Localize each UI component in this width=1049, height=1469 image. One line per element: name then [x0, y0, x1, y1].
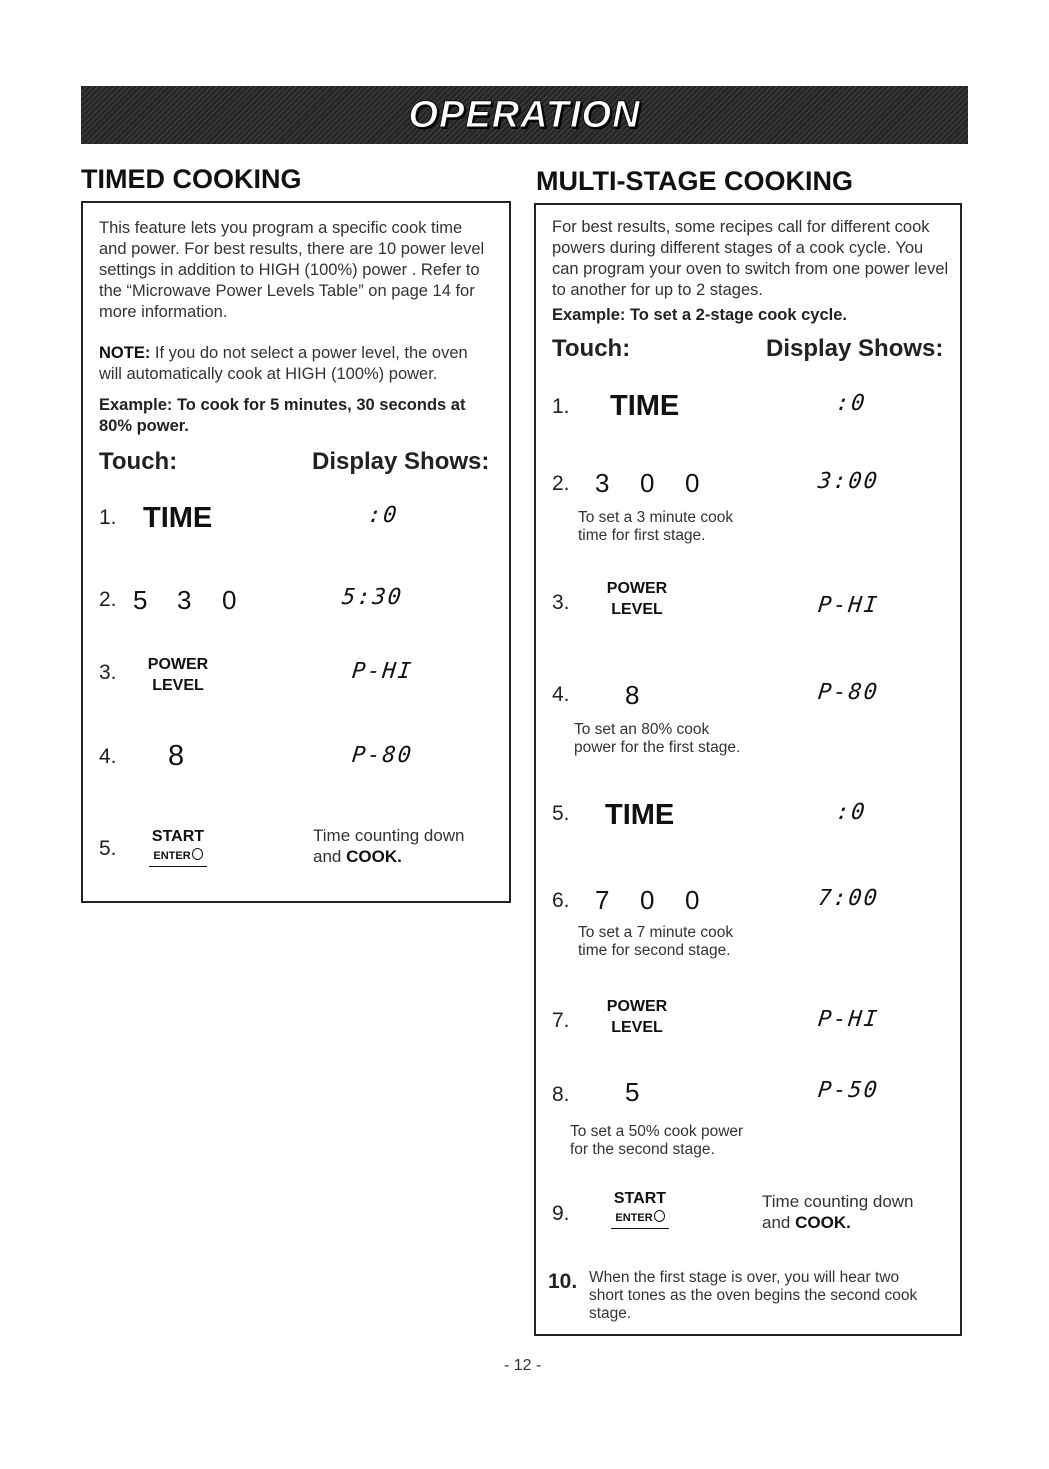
multi-step-6-note: To set a 7 minute cook time for second stage.: [578, 924, 734, 959]
display-readout: P-HI: [350, 659, 415, 684]
power-level-button[interactable]: [602, 996, 672, 1038]
multi-step-number: 7.: [552, 1009, 570, 1032]
multi-step-9-desc: Time counting down and COOK.: [762, 1192, 914, 1232]
display-readout: P-80: [350, 743, 415, 768]
page-number: - 12 -: [504, 1357, 542, 1374]
lock-icon: [192, 848, 203, 860]
note-text: If you do not select a power level, the oven will automatically cook at HIGH (100%) power.: [99, 344, 468, 383]
digit-3-button[interactable]: 3: [595, 468, 610, 498]
multi-step-10-text: When the first stage is over, you will hear two short tones as the oven begins the second cook stage.: [589, 1269, 918, 1322]
start-label: START: [151, 828, 205, 845]
timed-step-number: 2.: [99, 588, 117, 611]
timed-step-number: 3.: [99, 661, 117, 684]
multi-step-number: 2.: [552, 472, 570, 495]
timed-touch-heading: Touch:: [99, 448, 178, 475]
multi-display-heading: Display Shows:: [766, 335, 944, 362]
display-readout: P-80: [816, 680, 881, 705]
level-label: LEVEL: [611, 601, 663, 618]
multi-stage-box: [534, 203, 962, 1336]
display-readout: :0: [366, 503, 400, 528]
timed-cooking-title: TIMED COOKING: [81, 164, 302, 194]
multi-intro: For best results, some recipes call for different cook powers during different stages of a cook cycle. You can program your oven to switch from one power level to another for up to 2 stages.: [552, 218, 949, 299]
multi-stage-title: MULTI-STAGE COOKING: [536, 166, 853, 196]
power-label: POWER: [147, 656, 209, 673]
digit-0-button[interactable]: 0: [685, 468, 700, 498]
level-label: LEVEL: [611, 1019, 663, 1036]
start-enter-button[interactable]: [143, 828, 213, 867]
timed-step-5-desc: Time counting down and COOK.: [313, 826, 465, 866]
multi-step-number: 10.: [548, 1270, 578, 1293]
digit-5-button[interactable]: 5: [133, 585, 148, 615]
display-readout: P-HI: [816, 593, 881, 618]
multi-step-number: 6.: [552, 889, 570, 912]
power-label: POWER: [606, 998, 668, 1015]
lock-icon: [654, 1210, 665, 1222]
level-label: LEVEL: [152, 677, 204, 694]
multi-step-2-note: To set a 3 minute cook time for first stage.: [578, 509, 734, 544]
multi-example: Example: To set a 2-stage cook cycle.: [552, 306, 847, 324]
time-button[interactable]: TIME: [605, 799, 675, 831]
digit-5-button[interactable]: 5: [625, 1077, 640, 1107]
display-readout: P-HI: [816, 1007, 881, 1032]
display-readout: :0: [834, 800, 868, 825]
power-level-button[interactable]: [602, 578, 672, 620]
digit-8-button[interactable]: 8: [625, 680, 640, 710]
enter-label: ENTER: [149, 847, 206, 867]
multi-step-4-note: To set an 80% cook power for the first stage.: [574, 721, 741, 756]
digit-0-button[interactable]: 0: [640, 468, 655, 498]
display-readout: 7:00: [816, 886, 881, 911]
operation-banner: [81, 86, 968, 144]
digit-8-button[interactable]: 8: [168, 740, 185, 772]
digit-0-button[interactable]: 0: [222, 585, 237, 615]
display-readout: 3:00: [816, 469, 881, 494]
timed-step-number: 5.: [99, 837, 117, 860]
multi-step-number: 8.: [552, 1083, 570, 1106]
start-label: START: [613, 1190, 667, 1207]
multi-touch-heading: Touch:: [552, 335, 631, 362]
multi-step-8-note: To set a 50% cook power for the second stage.: [570, 1123, 744, 1158]
time-button[interactable]: TIME: [610, 390, 680, 422]
timed-note: [99, 343, 494, 385]
power-level-button[interactable]: [143, 654, 213, 696]
enter-label: ENTER: [611, 1209, 668, 1229]
timed-example: Example: To cook for 5 minutes, 30 seconds at 80% power.: [99, 396, 466, 435]
timed-step-number: 4.: [99, 745, 117, 768]
banner-title: OPERATION: [408, 93, 641, 136]
display-readout: P-50: [816, 1078, 881, 1103]
display-readout: :0: [834, 391, 868, 416]
start-enter-button[interactable]: [605, 1190, 675, 1229]
display-readout: 5:30: [340, 585, 405, 610]
digit-0-button[interactable]: 0: [685, 885, 700, 915]
multi-step-number: 9.: [552, 1202, 570, 1225]
multi-step-number: 1.: [552, 395, 570, 418]
time-button[interactable]: TIME: [143, 502, 213, 534]
digit-3-button[interactable]: 3: [177, 585, 192, 615]
timed-intro: This feature lets you program a specific cook time and power. For best results, there are 10 power level settings in addition to HIGH (100%) power . Refer to the “Microwave Power Levels Table” on page 14 for more information.: [99, 219, 485, 321]
timed-step-number: 1.: [99, 506, 117, 529]
multi-step-number: 3.: [552, 591, 570, 614]
digit-7-button[interactable]: 7: [595, 885, 610, 915]
multi-step-number: 4.: [552, 683, 570, 706]
timed-display-heading: Display Shows:: [312, 448, 490, 475]
multi-step-number: 5.: [552, 802, 570, 825]
digit-0-button[interactable]: 0: [640, 885, 655, 915]
power-label: POWER: [606, 580, 668, 597]
note-label: NOTE:: [99, 344, 151, 362]
